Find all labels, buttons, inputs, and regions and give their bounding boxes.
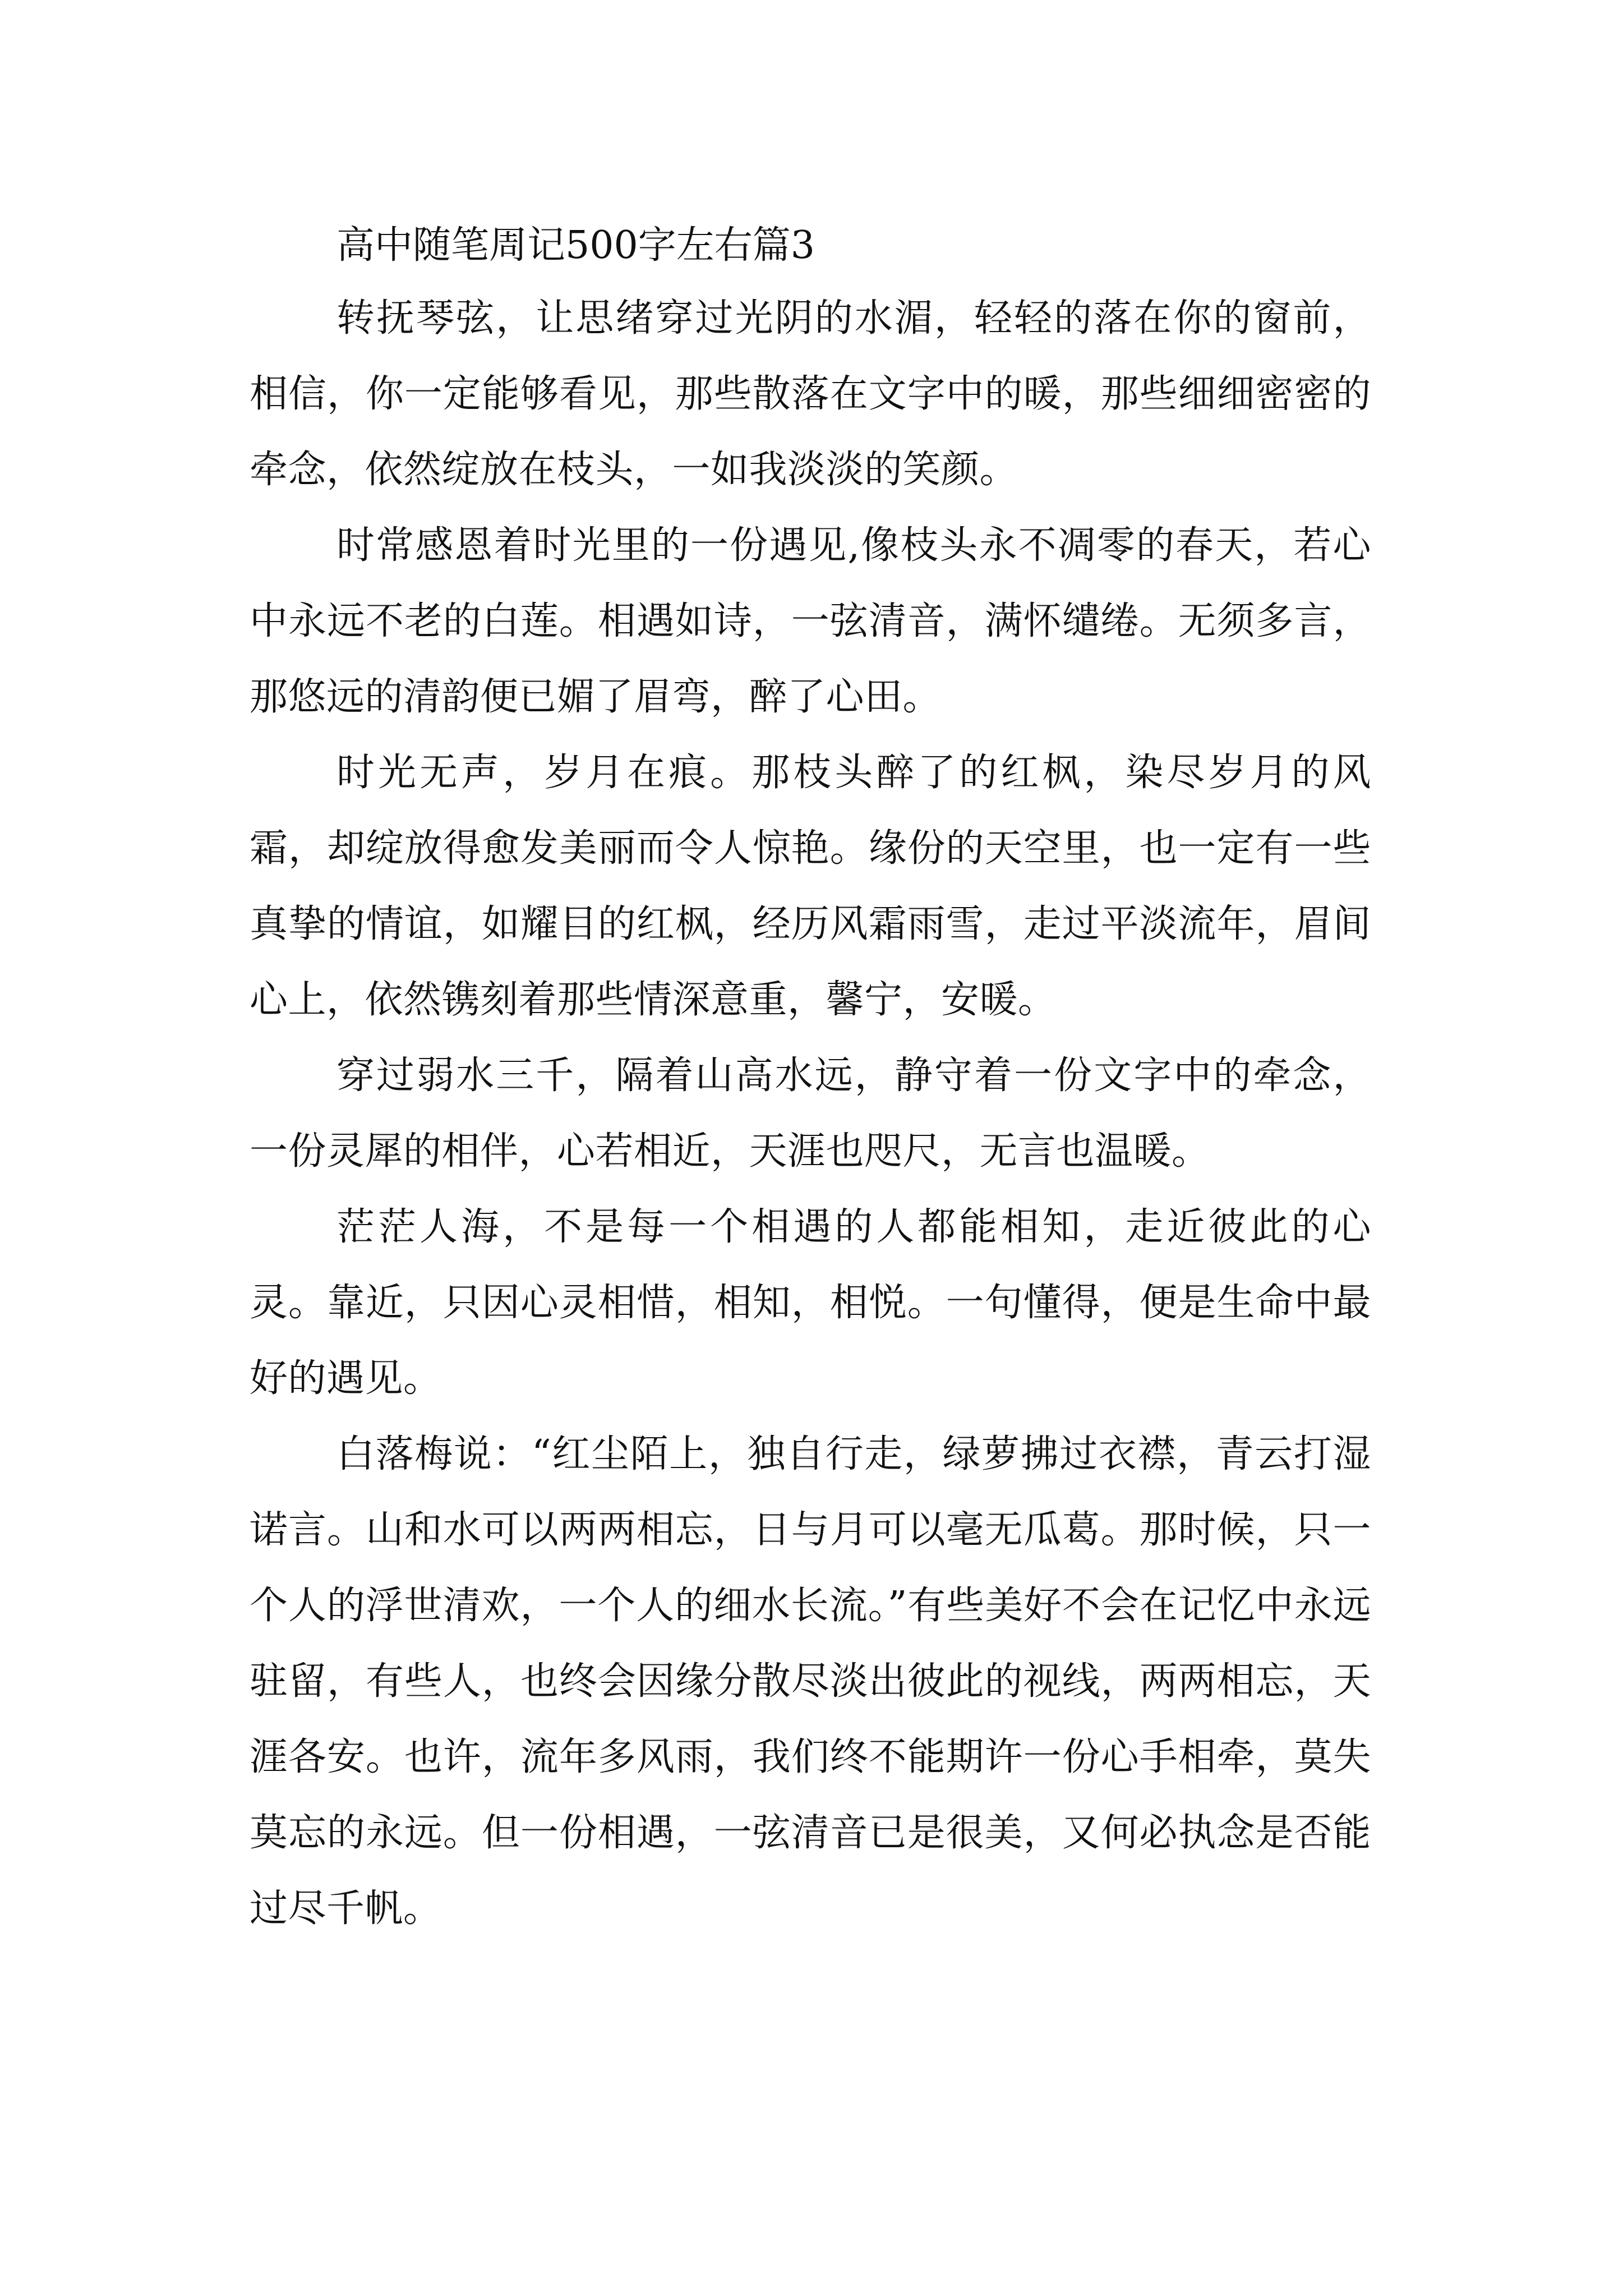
paragraph-1: 转抚琴弦，让思绪穿过光阴的水湄，轻轻的落在你的窗前，相信，你一定能够看见，那些散落在文字中的暖，那些细细密密的牵念，依然绽放在枝头，一如我淡淡的笑颜。 [250, 296, 1371, 492]
document-body [250, 210, 1371, 1947]
paragraph-5: 茫茫人海，不是每一个相遇的人都能相知，走近彼此的心灵。靠近，只因心灵相惜，相知，相悦。一句懂得，便是生命中最好的遇见。 [250, 1205, 1371, 1401]
document-title: 高中随笔周记500字左右篇3 [336, 223, 815, 268]
paragraph-3: 时光无声，岁月在痕。那枝头醉了的红枫，染尽岁月的风霜，却绽放得愈发美丽而令人惊艳。缘份的天空里，也一定有一些真挚的情谊，如耀目的红枫，经历风霜雨雪，走过平淡流年，眉间心上，依然镌刻着那些情深意重，馨宁，安暖。 [250, 751, 1371, 1022]
paragraph-6: 白落梅说：“红尘陌上，独自行走，绿萝拂过衣襟，青云打湿诺言。山和水可以两两相忘，日与月可以毫无瓜葛。那时候，只一个人的浮世清欢，一个人的细水长流。”有些美好不会在记忆中永远驻留，有些人，也终会因缘分散尽淡出彼此的视线，两两相忘，天涯各安。也许，流年多风雨，我们终不能期许一份心手相牵，莫失莫忘的永远。但一份相遇，一弦清音已是很美，又何必执念是否能过尽千帆。 [250, 1432, 1371, 1931]
paragraph-2: 时常感恩着时光里的一份遇见,像枝头永不凋零的春天，若心中永远不老的白莲。相遇如诗，一弦清音，满怀缱绻。无须多言，那悠远的清韵便已媚了眉弯，醉了心田。 [250, 523, 1371, 719]
paragraph-4: 穿过弱水三千，隔着山高水远，静守着一份文字中的牵念，一份灵犀的相伴，心若相近，天涯也咫尺，无言也温暖。 [250, 1053, 1371, 1174]
